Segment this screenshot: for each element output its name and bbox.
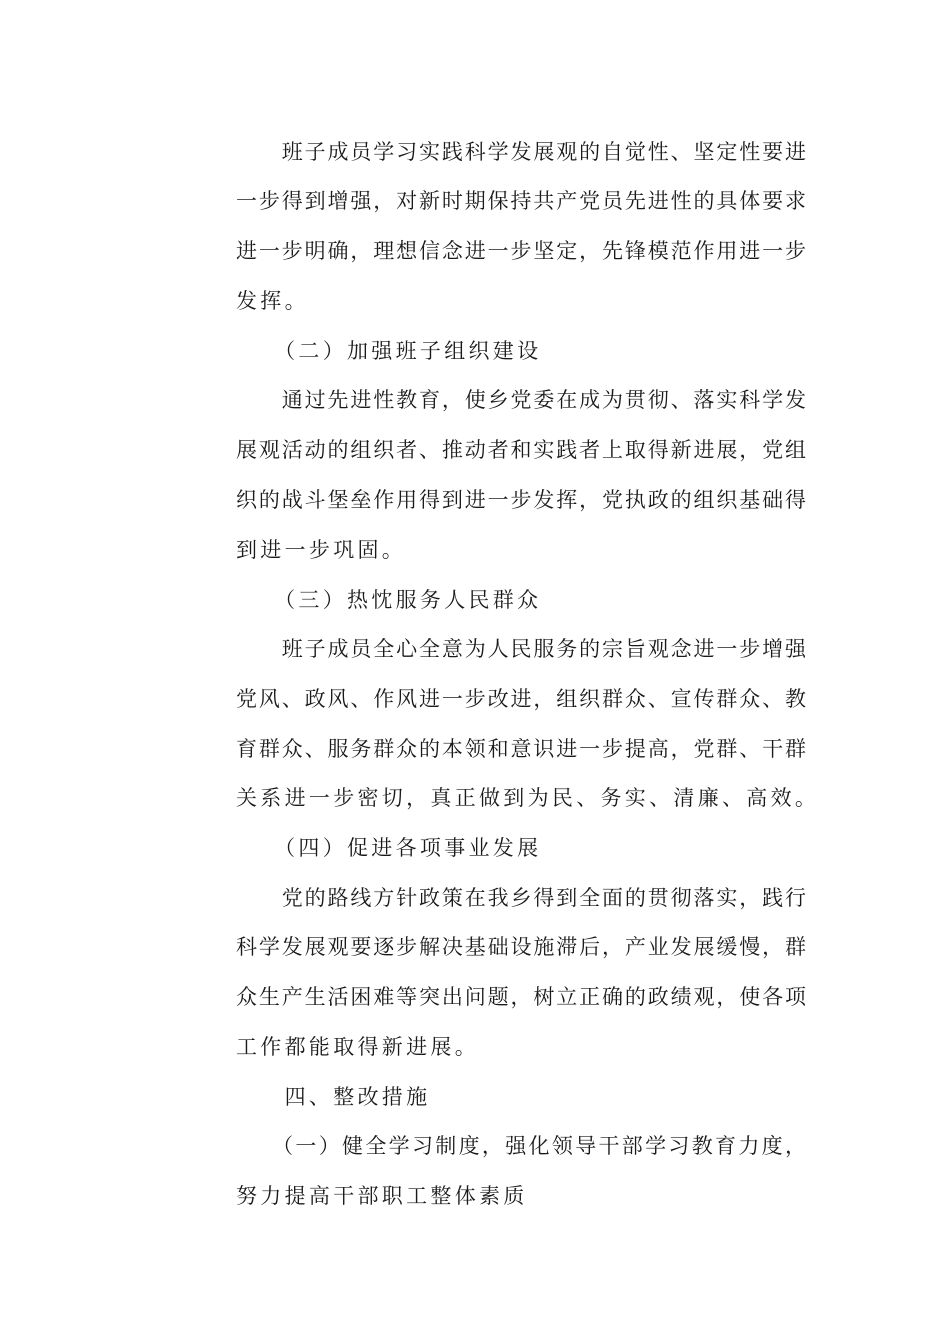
paragraph-line: 班子成员全心全意为人民服务的宗旨观念进一步增强 xyxy=(236,637,806,661)
paragraph-line: 科学发展观要逐步解决基础设施滞后，产业发展缓慢，群 xyxy=(236,935,806,959)
chapter-heading: 四、整改措施 xyxy=(236,1085,431,1109)
paragraph-line: 工作都能取得新进展。 xyxy=(236,1035,479,1059)
section-heading-3: （三）热忱服务人民群众 xyxy=(236,588,542,612)
paragraph-line: 班子成员学习实践科学发展观的自觉性、坚定性要进 xyxy=(236,140,806,164)
paragraph-line: 众生产生活困难等突出问题，树立正确的政绩观，使各项 xyxy=(236,985,806,1009)
paragraph-line: 关系进一步密切，真正做到为民、务实、清廉、高效。 xyxy=(236,786,820,810)
paragraph-line: 展观活动的组织者、推动者和实践者上取得新进展，党组 xyxy=(236,438,806,462)
paragraph-line: 通过先进性教育，使乡党委在成为贯彻、落实科学发 xyxy=(236,388,806,412)
paragraph-line: 育群众、服务群众的本领和意识进一步提高，党群、干群 xyxy=(236,737,806,761)
paragraph-line: 进一步明确，理想信念进一步坚定，先锋模范作用进一步 xyxy=(236,239,806,263)
section-heading-2: （二）加强班子组织建设 xyxy=(236,339,542,363)
paragraph-line: 织的战斗堡垒作用得到进一步发挥，党执政的组织基础得 xyxy=(236,488,806,512)
paragraph-line: 一步得到增强，对新时期保持共产党员先进性的具体要求 xyxy=(236,189,806,213)
paragraph-line: 党风、政风、作风进一步改进，组织群众、宣传群众、教 xyxy=(236,687,806,711)
section-heading-4: （四）促进各项事业发展 xyxy=(236,836,542,860)
paragraph-line: 发挥。 xyxy=(236,289,309,313)
paragraph-line: 到进一步巩固。 xyxy=(236,538,407,562)
section-heading-measure-1: （一）健全学习制度，强化领导干部学习教育力度， xyxy=(236,1134,806,1158)
section-heading-measure-1-cont: 努力提高干部职工整体素质 xyxy=(236,1184,528,1208)
paragraph-line: 党的路线方针政策在我乡得到全面的贯彻落实，践行 xyxy=(236,886,806,910)
